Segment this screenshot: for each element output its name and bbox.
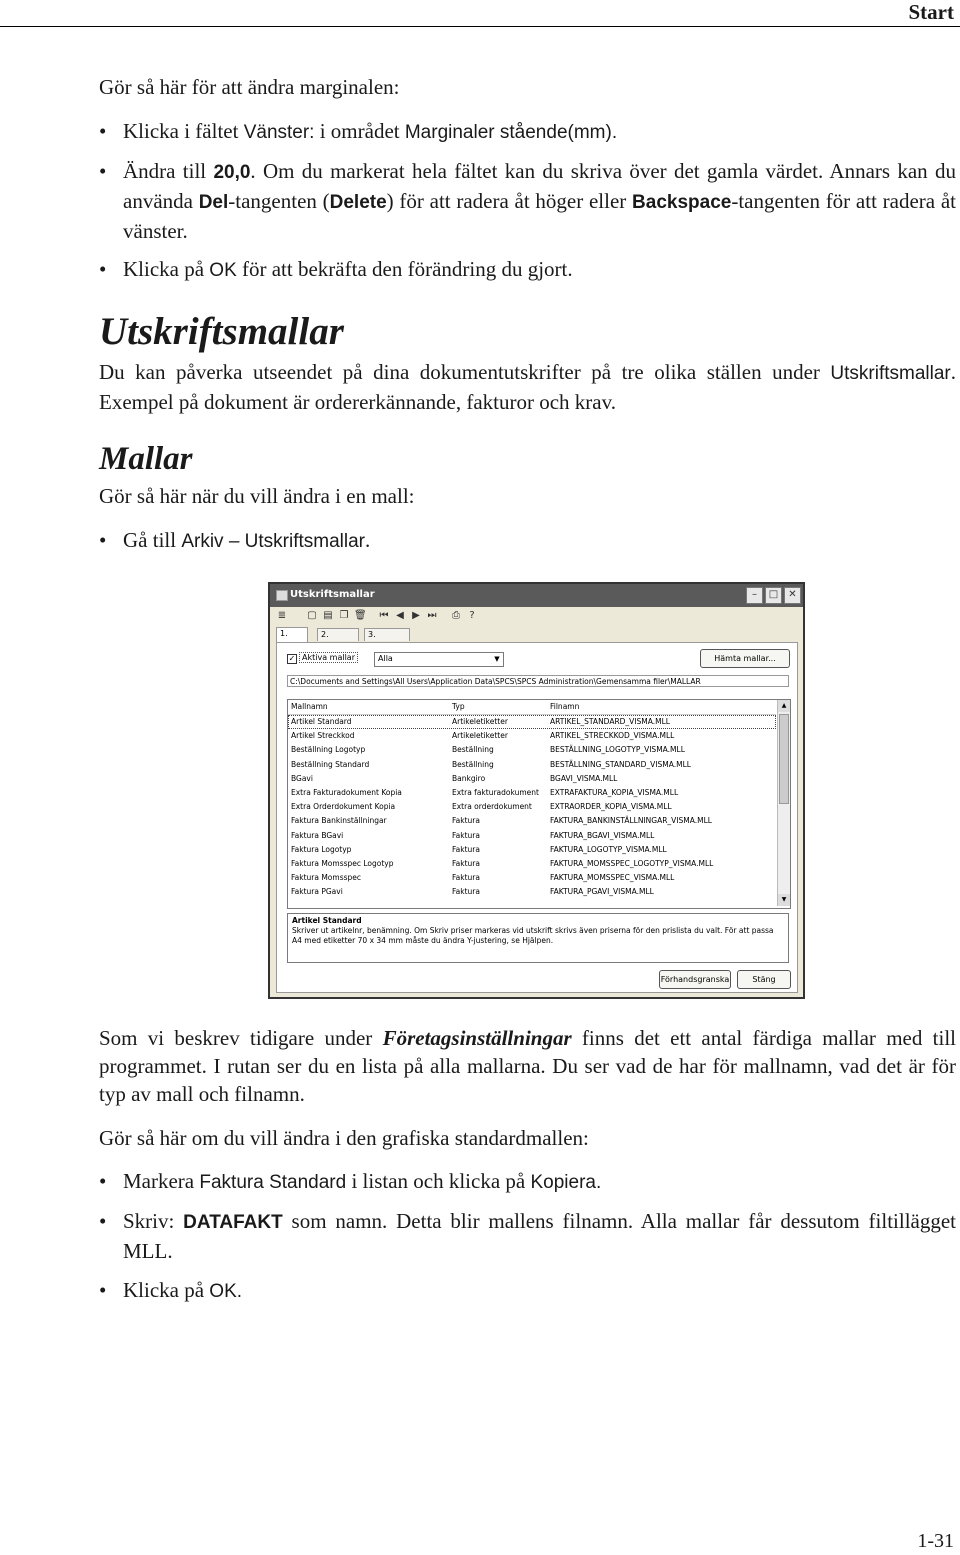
cell-mallnamn: Faktura Momsspec Logotyp xyxy=(291,859,394,868)
select-value: Alla xyxy=(378,654,393,663)
help-icon[interactable]: ? xyxy=(469,610,475,621)
cell-mallnamn: Faktura Bankinställningar xyxy=(291,816,387,826)
close-label: Stäng xyxy=(752,975,776,984)
template-path-field: C:\Documents and Settings\All Users\Application Data\SPCS\SPCS Administration\Gemensamma filer\MALLAR xyxy=(287,675,789,687)
cell-typ: Beställning xyxy=(452,745,494,755)
cell-mallnamn: Faktura PGavi xyxy=(291,887,343,897)
ui-term: Faktura Standard xyxy=(199,1172,347,1193)
tab-ledtexter[interactable]: 3. xyxy=(364,628,410,641)
table-row[interactable] xyxy=(288,786,776,800)
cell-typ: Faktura xyxy=(452,830,480,840)
cell-mallnamn: Extra Orderdokument Kopia xyxy=(291,802,396,812)
ui-term: OK xyxy=(209,260,237,281)
cell-mallnamn: Beställning Standard xyxy=(291,759,370,769)
tab-stiltyper[interactable]: 2. xyxy=(317,628,359,641)
list-scrollbar[interactable] xyxy=(777,700,790,906)
utskriftsmallar-window xyxy=(268,582,805,999)
column-header[interactable]: Typ xyxy=(452,702,465,711)
ui-term: Kopiera. xyxy=(530,1172,602,1193)
scroll-down-icon[interactable]: ▼ xyxy=(778,894,790,906)
ui-term: Vänster: xyxy=(243,122,315,143)
active-templates-label: Aktiva mallar xyxy=(299,652,358,663)
minimize-button[interactable]: – xyxy=(746,587,763,604)
scroll-thumb[interactable] xyxy=(779,714,789,804)
cell-mallnamn: Artikel Standard xyxy=(291,717,352,726)
emphasis: Företagsinställningar xyxy=(382,1026,572,1050)
ui-term: Marginaler stående(mm). xyxy=(404,122,618,143)
table-row[interactable] xyxy=(288,729,776,743)
cell-mallnamn: Extra Fakturadokument Kopia xyxy=(291,788,402,797)
cell-filnamn: FAKTURA_BANKINSTÄLLNINGAR_VISMA.MLL xyxy=(550,816,712,826)
cell-filnamn: EXTRAORDER_KOPIA_VISMA.MLL xyxy=(550,802,672,812)
table-row[interactable] xyxy=(288,885,776,899)
preview-button[interactable] xyxy=(659,970,731,989)
new-document-icon[interactable]: ▢ xyxy=(307,610,317,621)
header-rule xyxy=(0,26,960,27)
table-row[interactable] xyxy=(288,857,776,871)
cell-filnamn: FAKTURA_MOMSSPEC_LOGOTYP_VISMA.MLL xyxy=(550,859,714,868)
close-button[interactable] xyxy=(737,970,791,989)
subsection-paragraph: Gör så här när du vill ändra i en mall: xyxy=(99,484,415,508)
bullet-text: Ändra till 20,0. Om du markerat hela fältet kan du skriva över det gamla värdet. Annars kan du använda Del-tangenten (Delete) för att radera åt höger eller Backspace-tangenten för att radera åt vänster. xyxy=(123,159,956,243)
cell-filnamn: ARTIKEL_STANDARD_VISMA.MLL xyxy=(550,717,670,726)
cell-typ: Extra orderdokument xyxy=(452,802,532,812)
last-record-icon[interactable]: ⏭ xyxy=(427,610,437,621)
list-header xyxy=(288,700,776,715)
section-paragraph: Du kan påverka utseendet på dina dokumentutskrifter på tre olika ställen under Utskriftsmallar. Exempel på dokument är ordererkännande, fakturor och krav. xyxy=(99,360,956,414)
ui-term: Arkiv – Utskriftsmallar xyxy=(181,531,366,552)
copy-icon[interactable]: ❐ xyxy=(339,610,349,621)
description-title: Artikel Standard xyxy=(292,916,362,925)
active-templates-checkbox[interactable]: ✓ xyxy=(288,654,296,663)
fetch-templates-label: Hämta mallar... xyxy=(714,654,776,663)
cell-filnamn: EXTRAFAKTURA_KOPIA_VISMA.MLL xyxy=(550,788,679,797)
ui-term: OK. xyxy=(209,1281,243,1302)
window-titlebar xyxy=(270,584,803,607)
cell-typ: Faktura xyxy=(452,859,480,868)
cell-typ: Artikeletiketter xyxy=(452,731,508,741)
cell-typ: Beställning xyxy=(452,759,494,769)
cell-typ: Faktura xyxy=(452,816,480,826)
first-record-icon[interactable]: ⏮ xyxy=(379,610,389,621)
cell-filnamn: FAKTURA_BGAVI_VISMA.MLL xyxy=(550,830,655,840)
scroll-up-icon[interactable]: ▲ xyxy=(778,700,790,712)
table-row[interactable] xyxy=(288,743,776,757)
bullet-text: Gå till Arkiv – Utskriftsmallar. xyxy=(123,528,371,552)
table-row[interactable] xyxy=(288,772,776,786)
tab-panel xyxy=(276,642,798,993)
cell-filnamn: BESTÄLLNING_LOGOTYP_VISMA.MLL xyxy=(550,745,685,755)
close-window-button[interactable]: ✕ xyxy=(784,587,801,604)
running-header-title: Start xyxy=(908,0,954,24)
cell-typ: Faktura xyxy=(452,844,480,854)
cell-mallnamn: Faktura Logotyp xyxy=(291,844,352,854)
template-filter-select[interactable] xyxy=(374,652,504,667)
cell-filnamn: FAKTURA_MOMSSPEC_VISMA.MLL xyxy=(550,873,675,883)
print-icon[interactable]: ⎙ xyxy=(452,610,460,621)
intro-paragraph: Gör så här för att ändra marginalen: xyxy=(99,75,400,99)
page-number: 1-31 xyxy=(917,1530,954,1552)
description-text: Skriver ut artikelnr, benämning. Om Skriv priser markeras vid utskrift skrivs även priserna för den prislista du valt. För att passa A4 med etiketter 70 x 34 mm måste du ändra Y-justering, se Hjälpen. xyxy=(292,926,774,945)
chevron-down-icon: ▼ xyxy=(494,655,500,663)
table-row[interactable] xyxy=(288,800,776,814)
bullet-text: Klicka på OK för att bekräfta den förändring du gjort. xyxy=(123,257,573,281)
table-row[interactable] xyxy=(288,871,776,885)
table-row[interactable] xyxy=(288,758,776,772)
next-record-icon[interactable]: ▶ xyxy=(412,610,420,621)
column-header[interactable]: Filnamn xyxy=(550,702,580,711)
cell-filnamn: BESTÄLLNING_STANDARD_VISMA.MLL xyxy=(550,759,691,769)
cell-mallnamn: Beställning Logotyp xyxy=(291,745,366,755)
list-icon[interactable]: ≣ xyxy=(277,610,287,621)
body-paragraph: Gör så här om du vill ändra i den grafiska standardmallen: xyxy=(99,1126,589,1150)
template-description xyxy=(287,913,789,963)
table-row[interactable] xyxy=(288,814,776,828)
cell-typ: Faktura xyxy=(452,873,480,883)
cell-mallnamn: BGavi xyxy=(291,773,313,783)
cell-filnamn: BGAVI_VISMA.MLL xyxy=(550,773,618,783)
preview-label: Förhandsgranska xyxy=(660,975,730,984)
cell-filnamn: ARTIKEL_STRECKKOD_VISMA.MLL xyxy=(550,731,675,741)
cell-mallnamn: Faktura BGavi xyxy=(291,830,344,840)
key-term: 20,0 xyxy=(213,162,251,183)
bullet-text: Skriv: DATAFAKT som namn. Detta blir mallens filnamn. Alla mallar får dessutom filtillägget MLL. xyxy=(123,1209,957,1263)
bullet-text: Markera Faktura Standard i listan och klicka på Kopiera. xyxy=(123,1169,602,1193)
bullet-text: Klicka i fältet Vänster: i området Marginaler stående(mm). xyxy=(123,119,618,143)
cell-typ: Extra fakturadokument xyxy=(452,788,539,797)
cell-typ: Faktura xyxy=(452,887,480,897)
ui-term: Utskriftsmallar xyxy=(830,363,951,384)
open-folder-icon[interactable]: ▤ xyxy=(323,610,333,621)
subsection-heading: Mallar xyxy=(99,441,193,477)
window-title: Utskriftsmallar xyxy=(290,589,375,600)
section-heading: Utskriftsmallar xyxy=(99,310,344,353)
body-paragraph: Som vi beskrev tidigare under Företagsinställningar finns det ett antal färdiga mallar med till programmet. I rutan ser du en lista på alla mallarna. Du ser vad de har för mallnamn, vad det är för typ av mall och filnamn. xyxy=(99,1026,956,1106)
delete-icon[interactable]: 🗑 xyxy=(354,610,367,621)
tab-mallar[interactable]: 1. xyxy=(276,627,308,642)
cell-mallnamn: Faktura Momsspec xyxy=(291,873,362,883)
previous-record-icon[interactable]: ◀ xyxy=(396,610,404,621)
key-term: Backspace xyxy=(632,192,732,213)
column-header[interactable]: Mallnamn xyxy=(291,702,328,711)
key-term: Delete xyxy=(329,192,387,213)
table-row[interactable] xyxy=(288,843,776,857)
app-icon xyxy=(276,590,288,601)
cell-mallnamn: Artikel Streckkod xyxy=(291,731,355,741)
table-row[interactable] xyxy=(288,829,776,843)
key-term: DATAFAKT xyxy=(183,1212,283,1233)
table-row[interactable] xyxy=(288,715,776,729)
cell-typ: Artikeletiketter xyxy=(452,717,508,726)
cell-filnamn: FAKTURA_PGAVI_VISMA.MLL xyxy=(550,887,654,897)
cell-filnamn: FAKTURA_LOGOTYP_VISMA.MLL xyxy=(550,844,667,854)
key-term: Del xyxy=(198,192,229,213)
maximize-button[interactable]: □ xyxy=(765,587,782,604)
cell-typ: Bankgiro xyxy=(452,773,486,783)
bullet-text: Klicka på OK. xyxy=(123,1278,243,1302)
template-list xyxy=(287,699,791,909)
fetch-templates-button[interactable] xyxy=(700,649,790,668)
